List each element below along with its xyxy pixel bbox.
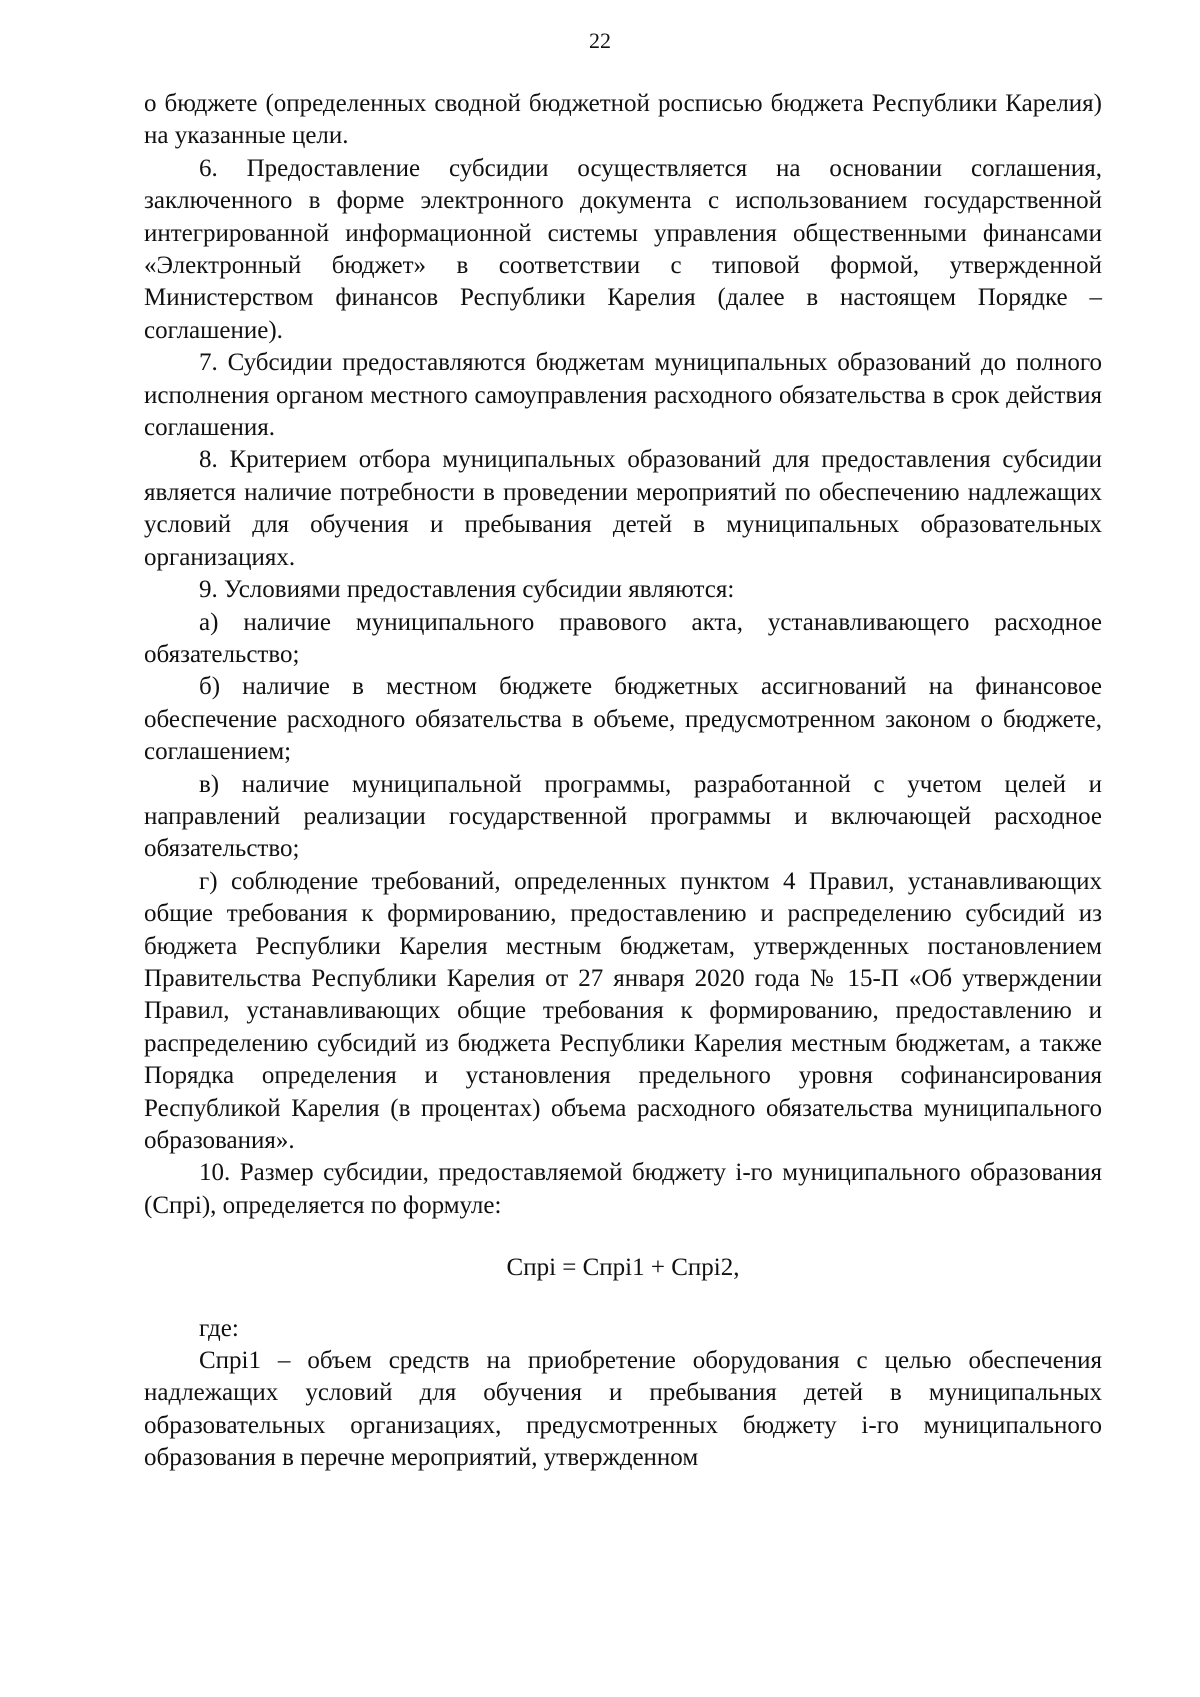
paragraph-item-9: 9. Условиями предоставления субсидии являются: xyxy=(199,576,735,604)
paragraph-item-9b: б) наличие в местном бюджете бюджетных ассигнований на финансовое обеспечение расходного обязательства в объеме, предусмотренном законом о бюджете, соглашением; xyxy=(144,673,1102,766)
paragraph-item-9a: а) наличие муниципального правового акта, устанавливающего расходное обязательство; xyxy=(144,608,1102,668)
paragraph-item-6: 6. Предоставление субсидии осуществляется на основании соглашения, заключенного в форме электронного документа с использованием государственной интегрированной информационной системы управления общественными финансами «Электронный бюджет» в соответствии с типовой формой, утвержденной Министерством финансов Республики Карелия (далее в настоящем Порядке – соглашение). xyxy=(144,154,1102,344)
paragraph-item-10: 10. Размер субсидии, предоставляемой бюджету i-го муниципального образования (Cпрi), определяется по формуле: xyxy=(144,1159,1102,1219)
paragraph-continuation: о бюджете (определенных сводной бюджетной росписью бюджета Республики Карелия) на указанные цели. xyxy=(144,90,1102,150)
formula-term-definition: Cпрi1 – объем средств на приобретение оборудования с целью обеспечения надлежащих условий для обучения и пребывания детей в муниципальных образовательных организациях, предусмотренных бюджету i-го муниципального образования в перечне мероприятий, утвержденном xyxy=(144,1347,1102,1472)
paragraph-item-9v: в) наличие муниципальной программы, разработанной с учетом целей и направлений реализации государственной программы и включающей расходное обязательство; xyxy=(144,770,1102,863)
paragraph-item-8: 8. Критерием отбора муниципальных образований для предоставления субсидии является наличие потребности в проведении мероприятий по обеспечению надлежащих условий для обучения и пребывания детей в муниципальных образовательных организациях. xyxy=(144,446,1102,571)
document-body xyxy=(144,88,1102,1475)
page-number: 22 xyxy=(589,28,611,53)
formula-where-label: где: xyxy=(199,1314,239,1342)
paragraph-item-9g: г) соблюдение требований, определенных пунктом 4 Правил, устанавливающих общие требования к формированию, предоставлению и распределению субсидий из бюджета Республики Карелия местным бюджетам, утвержденных постановлением Правительства Республики Карелия от 27 января 2020 года № 15-П «Об утверждении Правил, устанавливающих общие требования к формированию, предоставлению и распределению субсидий из бюджета Республики Карелия местным бюджетам, а также Порядка определения и установления предельного уровня софинансирования Республикой Карелия (в процентах) объема расходного обязательства муниципального образования». xyxy=(144,867,1102,1154)
subsidy-formula: Cпрi = Cпрi1 + Cпрi2, xyxy=(506,1254,740,1282)
paragraph-item-7: 7. Субсидии предоставляются бюджетам муниципальных образований до полного исполнения органом местного самоуправления расходного обязательства в срок действия соглашения. xyxy=(144,349,1102,442)
